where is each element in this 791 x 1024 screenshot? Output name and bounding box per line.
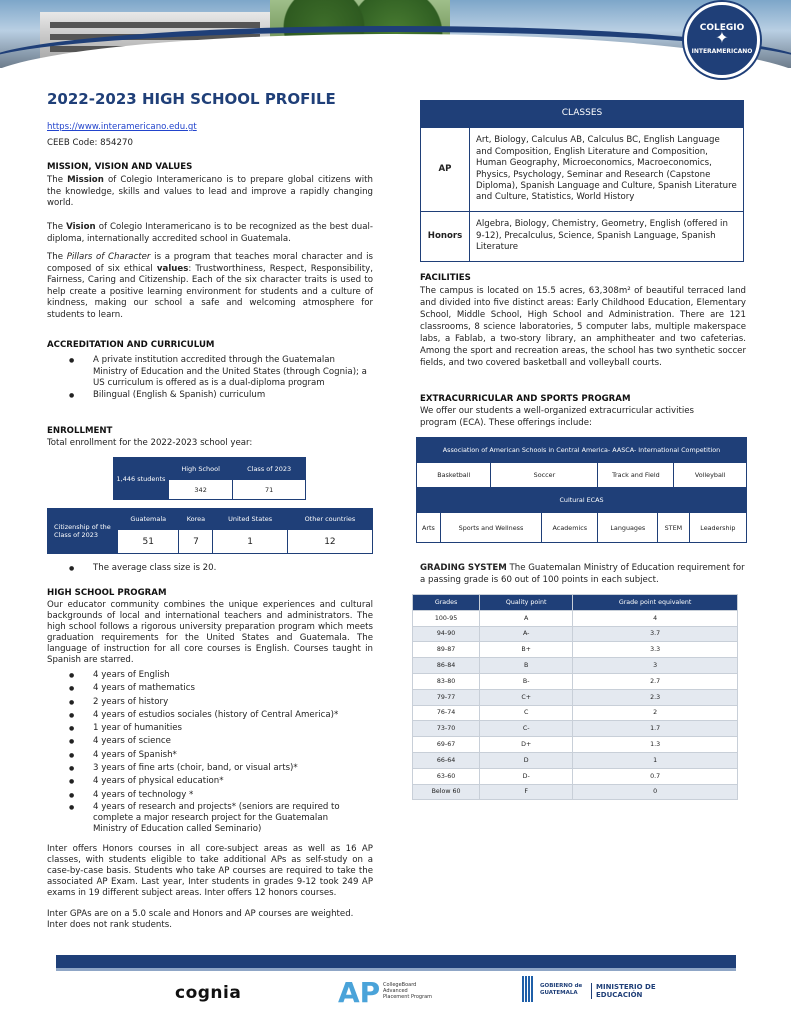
table-row: 76-74 C 2 (413, 705, 738, 721)
table-cell: Volleyball (674, 463, 747, 488)
list-item: ● 4 years of technology * (47, 789, 373, 802)
table-cell: High School (169, 458, 233, 480)
pillars-paragraph: The Pillars of Character is a program that teaches moral character and is composed of six ethical values: Trustworthiness, Respect, Responsibility, Fairness, Caring and Citizenship. Each of the six character traits is used to help create a positive learning environment for students and a culture of kindness, making our school a safe and welcoming atmosphere for students to learn. (47, 252, 374, 320)
table-row: 83-80 B- 2.7 (413, 673, 738, 689)
table-cell: Soccer (491, 463, 598, 488)
table-row: 73-70 C- 1.7 (413, 721, 738, 737)
total-students: 1,446 students (114, 458, 169, 500)
table-cell: 1 (213, 530, 287, 554)
table-row: 94-90 A- 3.7 (413, 626, 738, 642)
program-heading: HIGH SCHOOL PROGRAM (47, 588, 167, 598)
grading-table (412, 594, 738, 800)
table-row: 86-84 B 3 (413, 658, 738, 674)
citizenship-table (47, 508, 373, 554)
accreditation-heading: ACCREDITATION AND CURRICULUM (47, 340, 215, 350)
list-item: ● 4 years of estudios sociales (history of Central America)* (47, 709, 373, 722)
table-row: 89-87 B+ 3.3 (413, 642, 738, 658)
honors-courses: Algebra, Biology, Chemistry, Geometry, English (offered in 9-12), Precalculus, Science, Spanish Language, Spanish Literature (470, 212, 744, 262)
table-cell: STEM (658, 513, 690, 543)
list-item: ● 4 years of mathematics (47, 682, 373, 695)
ministerio-text: MINISTERIO DE EDUCACIÓN (591, 983, 656, 999)
table-cell: Languages (598, 513, 658, 543)
ap-honors-paragraph: Inter offers Honors courses in all core-subject areas as well as 16 AP classes, with students eligible to take additional APs as self-study on a case-by-case basis. Students who take AP courses are required to take the associated AP Exam. Last year, Inter students in grades 9-12 took 249 AP exams in 19 different subject areas. Inter offers 12 honors courses. (47, 844, 373, 898)
header-banner (0, 0, 791, 68)
table-header: Quality point (480, 595, 573, 611)
ap-label: AP (421, 128, 470, 212)
accreditation-list (47, 355, 367, 401)
list-item: ● Bilingual (English & Spanish) curriculum (47, 390, 367, 402)
facilities-text: The campus is located on 15.5 acres, 63,308m² of beautiful terraced land and divided into five distinct areas: Early Childhood Education, Elementary School, Middle School, High School and Administration. There are 121 classrooms, 8 science laboratories, 5 computer labs, multiple makerspace labs, a Fablab, a two-story library, an amphitheater and two cafeterias. Among the sport and recreation areas, the school has two synthetic soccer fields, and two covered basketball and volleyball courts. (420, 286, 746, 368)
table-cell: Sports and Wellness (440, 513, 541, 543)
ceeb-code: CEEB Code: 854270 (47, 138, 133, 148)
gobierno-text: GOBIERNO de GUATEMALA (540, 983, 583, 996)
list-item: ● 3 years of fine arts (choir, band, or visual arts)* (47, 762, 373, 775)
list-item: ● A private institution accredited through the Guatemalan Ministry of Education and the United States (through Cognia); a US curriculum is offered as is a dual-diploma program (47, 355, 367, 390)
mission-paragraph: The Mission of Colegio Interamericano is to prepare global citizens with the knowledge, skills and values to lead and improve a rapidly changing world. (47, 175, 373, 208)
list-item: ● 4 years of science (47, 735, 373, 748)
mission-heading: MISSION, VISION AND VALUES (47, 162, 193, 172)
collegeboard-text: CollegeBoard Advanced Placement Program (383, 982, 433, 1000)
ap-courses: Art, Biology, Calculus AB, Calculus BC, English Language and Composition, English Literature and Composition, Human Geography, Microeconomics, Macroeconomics, Physics, Psychology, Seminar and Research (Capstone Diploma), Spanish Language and Culture, Spanish Literature and Culture, Statistics, World History (470, 128, 744, 212)
cognia-logo: cognia (175, 983, 242, 1003)
classes-heading: CLASSES (421, 101, 744, 128)
grading-text: GRADING SYSTEM The Guatemalan Ministry of Education requirement for a passing grade is 60 out of 100 points in each subject. (420, 563, 745, 585)
table-cell: Track and Field (598, 463, 674, 488)
table-header: Grades (413, 595, 480, 611)
table-row: 69-67 D+ 1.3 (413, 737, 738, 753)
table-cell: Guatemala (118, 509, 179, 530)
table-cell: 7 (179, 530, 213, 554)
school-logo: COLEGIO ✦ INTERAMERICANO (684, 2, 760, 78)
page-title: 2022-2023 HIGH SCHOOL PROFILE (47, 90, 336, 108)
table-cell: Korea (179, 509, 213, 530)
enrollment-heading: ENROLLMENT (47, 426, 113, 436)
table-cell: Basketball (417, 463, 491, 488)
table-cell: 51 (118, 530, 179, 554)
program-text: Our educator community combines the unique experiences and cultural backgrounds of local and international teachers and administrators. The high school follows a rigorous university preparation program which meets graduation requirements for the United States and Guatemala. The language of instruction for all core courses is English. Courses taught in Spanish are starred. (47, 600, 373, 665)
table-row: 100-95 A 4 (413, 610, 738, 626)
classes-table (420, 100, 744, 262)
aasca-banner: Association of American Schools in Central America- AASCA- International Competition (417, 438, 747, 463)
eca-table (416, 437, 747, 543)
table-cell: Academics (542, 513, 598, 543)
list-item: ● 1 year of humanities (47, 722, 373, 735)
table-row: Below 60 F 0 (413, 784, 738, 800)
enrollment-text: Total enrollment for the 2022-2023 school year: (47, 438, 253, 448)
citizenship-label: Citizenship of the Class of 2023 (48, 509, 118, 554)
cultural-banner: Cultural ECAS (417, 488, 747, 513)
program-requirements-list (47, 669, 373, 835)
ap-logo: AP (338, 976, 381, 1009)
table-header: Grade point equivalent (573, 595, 738, 611)
footer-bar (56, 955, 736, 968)
footer-bar-accent (56, 968, 736, 971)
enrollment-table (113, 457, 306, 500)
list-item: ● 2 years of history (47, 696, 373, 709)
table-cell: Class of 2023 (233, 458, 306, 480)
website-link[interactable]: https://www.interamericano.edu.gt (47, 122, 197, 132)
table-cell: United States (213, 509, 287, 530)
extracurricular-text: We offer our students a well-organized extracurricular activities program (ECA). These offerings include: (420, 406, 695, 428)
honors-label: Honors (421, 212, 470, 262)
table-cell: Other countries (287, 509, 372, 530)
table-cell: 12 (287, 530, 372, 554)
vision-paragraph: The Vision of Colegio Interamericano is to be recognized as the best dual-diploma, internationally accredited school in Guatemala. (47, 222, 374, 244)
table-row: 66-64 D 1 (413, 752, 738, 768)
extracurricular-heading: EXTRACURRICULAR AND SPORTS PROGRAM (420, 394, 631, 404)
gpa-paragraph: Inter GPAs are on a 5.0 scale and Honors and AP courses are weighted. Inter does not rank students. (47, 909, 354, 930)
table-cell: 71 (233, 480, 306, 500)
class-size-note (47, 563, 216, 575)
list-item: ● 4 years of Spanish* (47, 749, 373, 762)
guatemala-flag-icon (522, 976, 534, 1002)
table-row: 79-77 C+ 2.3 (413, 689, 738, 705)
table-row: 63-60 D- 0.7 (413, 768, 738, 784)
table-cell: Arts (417, 513, 441, 543)
table-cell: Leadership (689, 513, 746, 543)
table-cell: 342 (169, 480, 233, 500)
list-item: ● 4 years of physical education* (47, 775, 373, 788)
list-item: ● The average class size is 20. (47, 563, 216, 575)
list-item: ● 4 years of research and projects* (seniors are required to complete a major research project for the Guatemalan Ministry of Education called Seminario) (47, 802, 373, 835)
list-item: ● 4 years of English (47, 669, 373, 682)
facilities-heading: FACILITIES (420, 273, 471, 283)
